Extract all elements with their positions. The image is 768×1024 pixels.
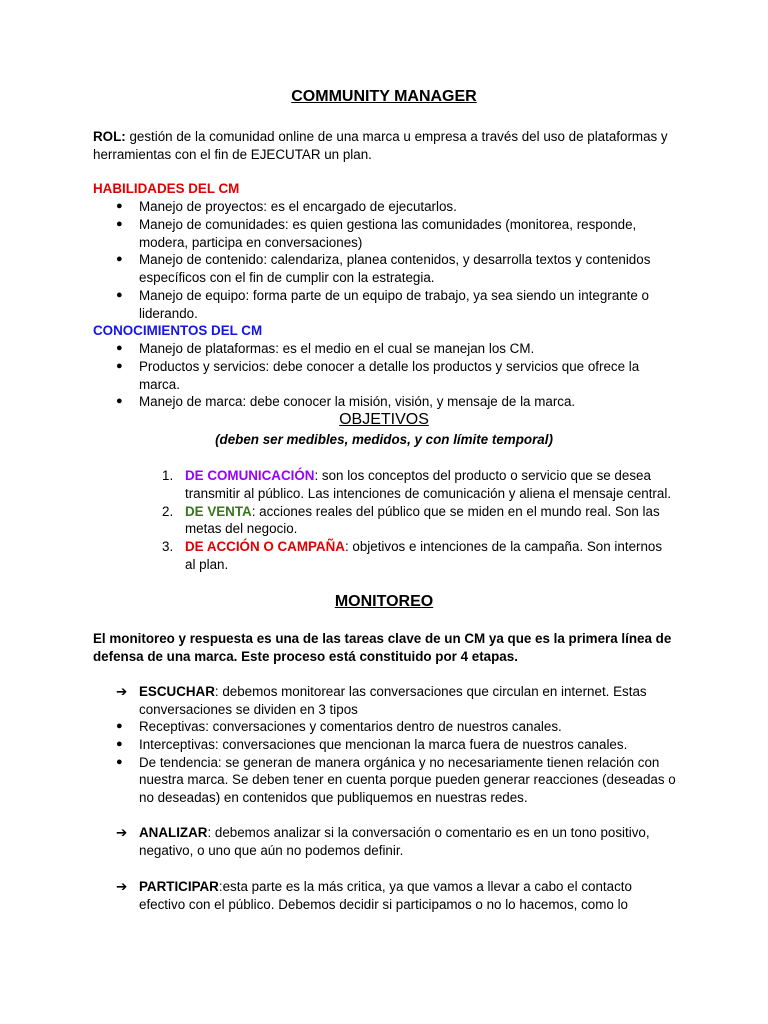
bullet-icon: ● [116, 217, 123, 230]
monitoreo-heading: MONITOREO [334, 593, 434, 610]
stage-label: ANALIZAR [139, 825, 208, 840]
page-title: COMMUNITY MANAGER [291, 88, 477, 105]
list-item: ● Manejo de equipo: forma parte de un equipo de trabajo, ya sea siendo un integrante o liderando. [116, 287, 649, 321]
stage-label: PARTICIPAR [139, 879, 219, 894]
bullet-icon: ● [116, 359, 123, 372]
arrow-icon: ➔ [116, 879, 128, 894]
escuchar-list [0, 683, 768, 719]
objetivos-subtitle: (deben ser medibles, medidos, y con límite temporal) [215, 432, 553, 447]
list-item: 1. DE COMUNICACIÓN: son los conceptos del producto o servicio que se desea transmitir al público. Las intenciones de comunicación y aliena el mensaje central. [162, 468, 672, 501]
list-item: ● Manejo de contenido: calendariza, planea contenidos, y desarrolla textos y contenidos específicos con el fin de cumplir con la estrategia. [116, 252, 651, 286]
list-item: ● De tendencia: se generan de manera orgánica y no necesariamente tienen relación con nuestra marca. Se deben tener en cuenta porque pueden generar reacciones (deseadas o no deseadas) en contenidos que publiquemos en nuestras redes. [116, 754, 676, 806]
objetivos-heading: OBJETIVOS [339, 411, 429, 428]
bullet-icon: ● [116, 253, 123, 266]
item-number: 2. [162, 503, 174, 519]
habilidades-list [0, 198, 768, 323]
list-item: ➔ ANALIZAR: debemos analizar si la conversación o comentario es en un tono positivo, negativo, o uno que aún no podemos definir. [116, 825, 650, 858]
item-number: 1. [162, 468, 174, 483]
monitoreo-intro: El monitoreo y respuesta es una de las tareas clave de un CM ya que es la primera línea de defensa de una marca. Este proceso está constituido por 4 etapas. [93, 631, 672, 664]
item-number: 3. [162, 539, 174, 555]
list-item: 2. DE VENTA: acciones reales del público que se miden en el mundo real. Son las metas del negocio. [162, 503, 660, 537]
list-item: ● Manejo de plataformas: es el medio en el cual se manejan los CM. [116, 341, 535, 356]
list-item: ● Interceptivas: conversaciones que mencionan la marca fuera de nuestros canales. [116, 736, 628, 752]
objetivo-label: DE COMUNICACIÓN [185, 468, 315, 483]
list-item: ➔ ESCUCHAR: debemos monitorear las conversaciones que circulan en internet. Estas conversaciones se dividen en 3 tipos [116, 684, 647, 717]
list-item: ● Receptivas: conversaciones y comentarios dentro de nuestros canales. [116, 719, 562, 734]
bullet-icon: ● [116, 395, 123, 408]
list-item: ● Manejo de comunidades: es quien gestiona las comunidades (monitorea, responde, modera, participa en conversaciones) [116, 216, 637, 250]
bullet-icon: ● [116, 737, 123, 750]
objetivo-label: DE ACCIÓN O CAMPAÑA [185, 539, 345, 555]
bullet-icon: ● [116, 755, 123, 768]
arrow-icon: ➔ [116, 684, 128, 699]
list-item: 3. DE ACCIÓN O CAMPAÑA: objetivos e intenciones de la campaña. Son internos al plan. [162, 539, 663, 572]
list-item: ● Manejo de proyectos: es el encargado de ejecutarlos. [116, 199, 457, 214]
habilidades-heading: HABILIDADES DEL CM [93, 181, 240, 196]
list-item: ● Productos y servicios: debe conocer a detalle los productos y servicios que ofrece la marca. [116, 358, 640, 392]
bullet-icon: ● [116, 200, 123, 212]
bullet-icon: ● [116, 720, 123, 732]
bullet-icon: ● [116, 288, 123, 301]
rol-text: gestión de la comunidad online de una marca u empresa a través del uso de plataformas y herramientas con el fin de EJECUTAR un plan. [93, 129, 668, 162]
rol-paragraph [93, 128, 683, 164]
rol-label: ROL: [93, 129, 126, 144]
stage-label: ESCUCHAR [139, 684, 215, 699]
tipos-list [0, 718, 768, 807]
arrow-icon: ➔ [116, 825, 128, 840]
conocimientos-heading: CONOCIMIENTOS DEL CM [93, 323, 263, 338]
objetivos-list [0, 467, 768, 574]
bullet-icon: ● [116, 342, 123, 354]
conocimientos-list [0, 340, 768, 411]
list-item: ➔ PARTICIPAR:esta parte es la más critica, ya que vamos a llevar a cabo el contacto efectivo con el público. Debemos decidir si participamos o no lo hacemos, como lo [116, 879, 632, 912]
analizar-list [0, 824, 768, 860]
list-item: ● Manejo de marca: debe conocer la misión, visión, y mensaje de la marca. [116, 394, 576, 410]
participar-list [0, 878, 768, 914]
objetivo-label: DE VENTA [185, 503, 252, 519]
